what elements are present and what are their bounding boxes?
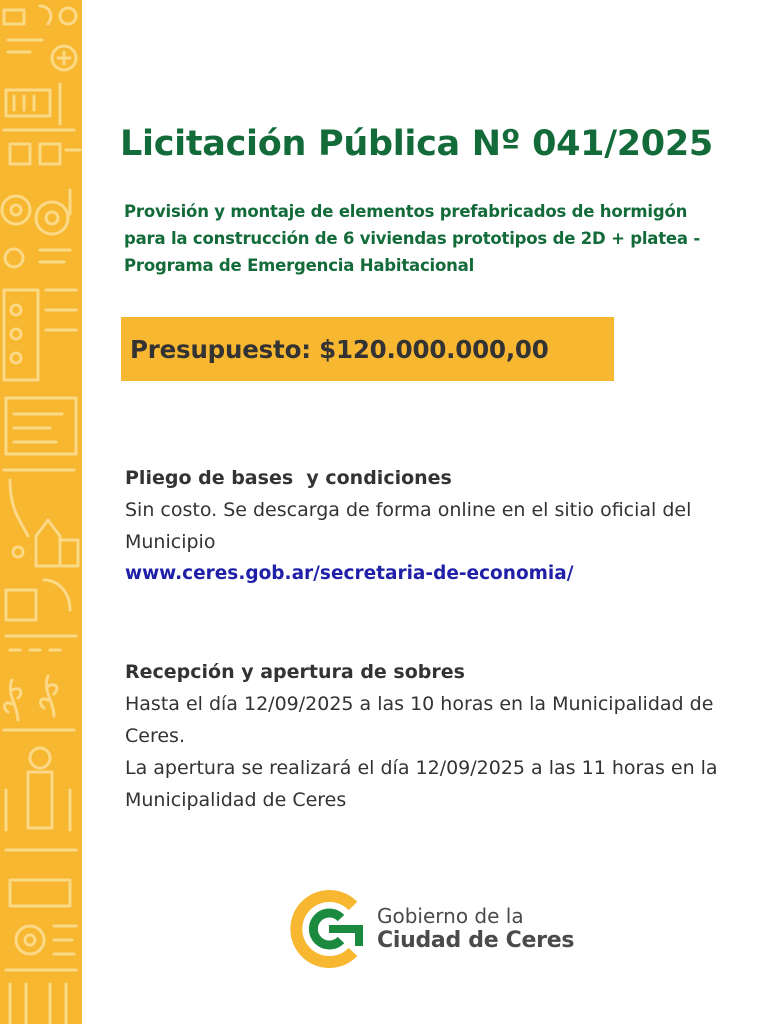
decorative-pattern-icon [0, 0, 82, 1024]
recepcion-heading: Recepción y apertura de sobres [125, 661, 465, 683]
pliego-text: Sin costo. Se descarga de forma online en el sitio oficial del Municipio [125, 499, 692, 553]
page-title: Licitación Pública Nº 041/2025 [120, 124, 713, 164]
subtitle: Provisión y montaje de elementos prefabricados de hormigón para la construcción de 6 viviendas prototipos de 2D + platea - Programa de Emergencia Habitacional [124, 202, 701, 275]
budget-banner [121, 317, 614, 381]
recepcion-section [125, 656, 735, 816]
decorative-stripe [0, 0, 82, 1024]
recepcion-line2: La apertura se realizará el día 12/09/2025 a las 11 horas en la Municipalidad de Ceres [125, 757, 718, 811]
pliego-heading: Pliego de bases y condiciones [125, 467, 452, 489]
logo-line2: Ciudad de Ceres [377, 928, 575, 953]
recepcion-line1: Hasta el día 12/09/2025 a las 10 horas en la Municipalidad de Ceres. [125, 693, 714, 747]
economia-link[interactable]: www.ceres.gob.ar/secretaria-de-economia/ [125, 563, 574, 584]
ceres-logo-icon [289, 890, 367, 968]
municipal-logo [289, 890, 574, 968]
budget-text: Presupuesto: $120.000.000,00 [130, 334, 549, 364]
pliego-section [125, 462, 735, 590]
logo-line1: Gobierno de la [377, 904, 524, 928]
logo-text [377, 904, 574, 954]
